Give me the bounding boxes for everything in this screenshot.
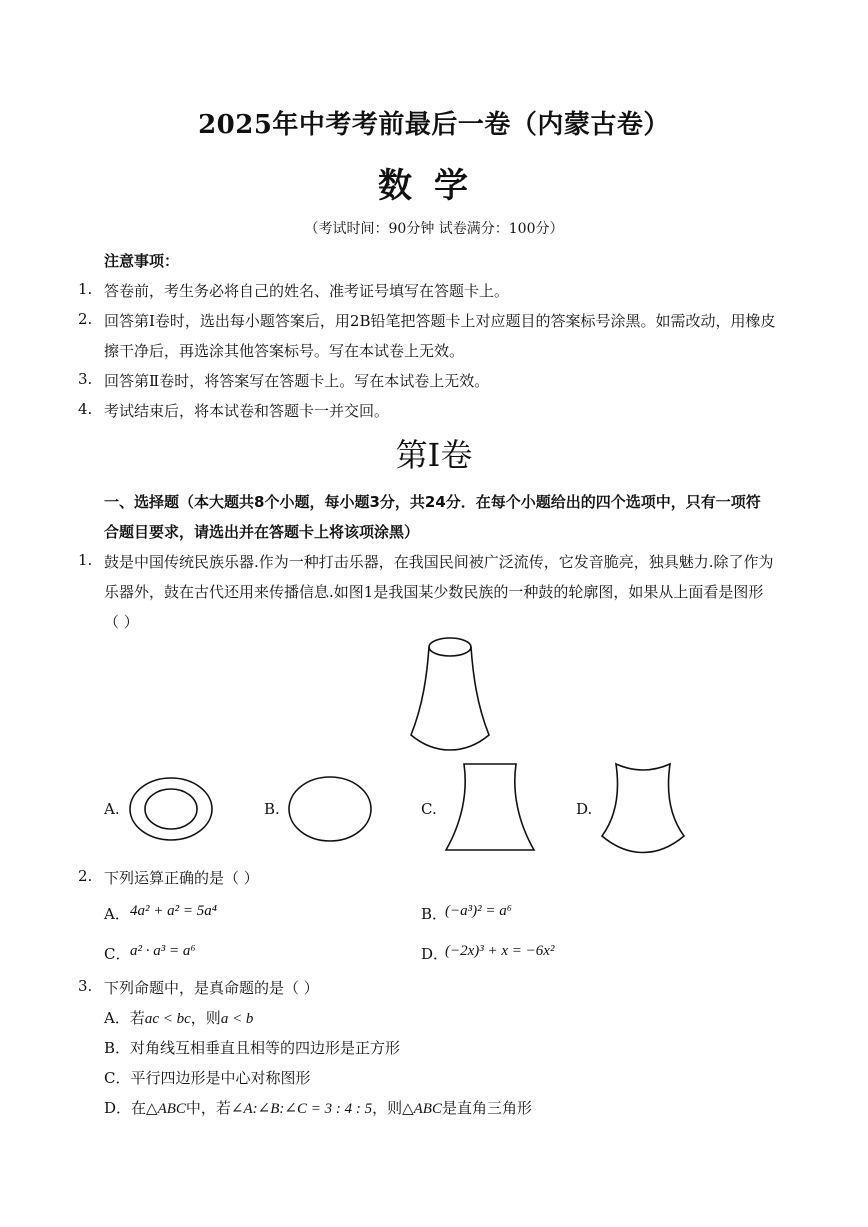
q1-option-c-label: C. bbox=[421, 800, 437, 818]
q3-option-d-label: D． bbox=[104, 1099, 132, 1117]
q2-number: 2. bbox=[78, 867, 93, 885]
notice-item-3: 回答第Ⅱ卷时，将答案写在答题卡上。写在本试卷上无效。 bbox=[104, 372, 490, 390]
q3-option-a-pre: 若 bbox=[129, 1009, 145, 1027]
q3-number: 3. bbox=[78, 977, 93, 995]
q3-option-c-label: C． bbox=[104, 1069, 131, 1087]
part-heading-line2: 合题目要求，请选出并在答题卡上将该项涂黑） bbox=[104, 523, 420, 541]
notice-num-2: 2. bbox=[78, 310, 93, 328]
q2-option-a-expr: 4a² + a² = 5a⁴ bbox=[130, 903, 217, 919]
notice-item-2-cont: 擦干净后，再选涂其他答案标号。写在本试卷上无效。 bbox=[104, 342, 465, 360]
option-c-trapezoid-shape bbox=[444, 762, 536, 854]
q3-stem: 下列命题中，是真命题的是（ ） bbox=[104, 979, 319, 997]
q2-option-c-label: C． bbox=[104, 945, 131, 963]
drum-figure bbox=[405, 635, 495, 753]
q3-option-d-abc2: ABC bbox=[413, 1101, 442, 1117]
q3-option-d-mid: 中，若∠ bbox=[185, 1099, 244, 1117]
q3-option-d-mid2: ，则△ bbox=[372, 1099, 414, 1117]
q3-option-d-abc: ABC bbox=[157, 1101, 186, 1117]
q3-option-b-text: 对角线互相垂直且相等的四边形是正方形 bbox=[130, 1039, 401, 1057]
notice-item-4: 考试结束后，将本试卷和答题卡一并交回。 bbox=[104, 402, 390, 420]
q1-option-d-label: D. bbox=[576, 800, 593, 818]
option-b-circle bbox=[287, 774, 377, 844]
notice-item-1: 答卷前，考生务必将自己的姓名、准考证号填写在答题卡上。 bbox=[104, 282, 510, 300]
exam-title: 2025年中考考前最后一卷（内蒙古卷） bbox=[198, 110, 670, 140]
q2-option-d-expr: (−2x)³ + x = −6x² bbox=[445, 943, 555, 959]
q3-option-d-angles: A:∠B:∠C = 3 : 4 : 5 bbox=[243, 1101, 373, 1117]
notice-num-3: 3. bbox=[78, 370, 93, 388]
q3-option-c bbox=[104, 1067, 311, 1088]
drum-body-outline bbox=[411, 647, 489, 750]
q2-option-b-expr: (−a³)² = a⁶ bbox=[445, 903, 512, 919]
q1-option-a-label: A. bbox=[104, 800, 120, 818]
q1-answer-blank: （ ） bbox=[104, 613, 139, 631]
subject-title: 数学 bbox=[378, 166, 490, 206]
q3-option-c-text: 平行四边形是中心对称图形 bbox=[130, 1069, 311, 1087]
q2-stem: 下列运算正确的是（ ） bbox=[104, 869, 259, 887]
option-a-concentric-circles bbox=[126, 774, 216, 844]
q3-option-d-post: 是直角三角形 bbox=[441, 1099, 532, 1117]
q3-option-a-expr2: a < b bbox=[220, 1011, 254, 1027]
q3-option-a-mid: ，则 bbox=[190, 1009, 221, 1027]
q1-line2: 乐器外，鼓在古代还用来传播信息.如图1是我国某少数民族的一种鼓的轮廓图，如果从上面看是图形 bbox=[104, 583, 764, 601]
exam-meta: （考试时间：90分钟 试卷满分：100分） bbox=[304, 221, 564, 237]
part-heading-line1: 一、选择题（本大题共8个小题，每小题3分，共24分．在每个小题给出的四个选项中，只有一项符 bbox=[104, 493, 761, 511]
q3-option-a-expr: ac < bc bbox=[144, 1011, 191, 1027]
q3-option-b bbox=[104, 1037, 400, 1058]
q2-option-b-label: B． bbox=[421, 905, 448, 923]
q3-option-d bbox=[104, 1097, 532, 1118]
notice-item-2: 回答第Ⅰ卷时，选出每小题答案后，用2B铅笔把答题卡上对应题目的答案标号涂黑。如需改动，用橡皮 bbox=[104, 312, 776, 330]
q1-line1: 鼓是中国传统民族乐器.作为一种打击乐器，在我国民间被广泛流传，它发音脆亮，独具魅力.除了作为 bbox=[104, 553, 774, 571]
q1-number: 1. bbox=[78, 551, 93, 569]
q2-option-d-label: D． bbox=[421, 945, 449, 963]
drum-top-ellipse bbox=[429, 638, 471, 656]
q1-option-b-label: B. bbox=[264, 800, 280, 818]
section-title: 第Ⅰ卷 bbox=[395, 436, 473, 474]
q3-option-b-label: B． bbox=[104, 1039, 131, 1057]
notice-num-1: 1. bbox=[78, 280, 93, 298]
q2-option-c-expr: a² · a³ = a⁶ bbox=[130, 943, 196, 959]
notice-heading: 注意事项： bbox=[104, 252, 180, 270]
option-d-drum-side-shape bbox=[598, 762, 688, 856]
q3-option-a bbox=[104, 1007, 253, 1028]
notice-num-4: 4. bbox=[78, 400, 93, 418]
q2-option-a-label: A． bbox=[104, 905, 130, 923]
q3-option-d-pre: 在△ bbox=[131, 1099, 158, 1117]
q3-option-a-label: A． bbox=[104, 1009, 130, 1027]
